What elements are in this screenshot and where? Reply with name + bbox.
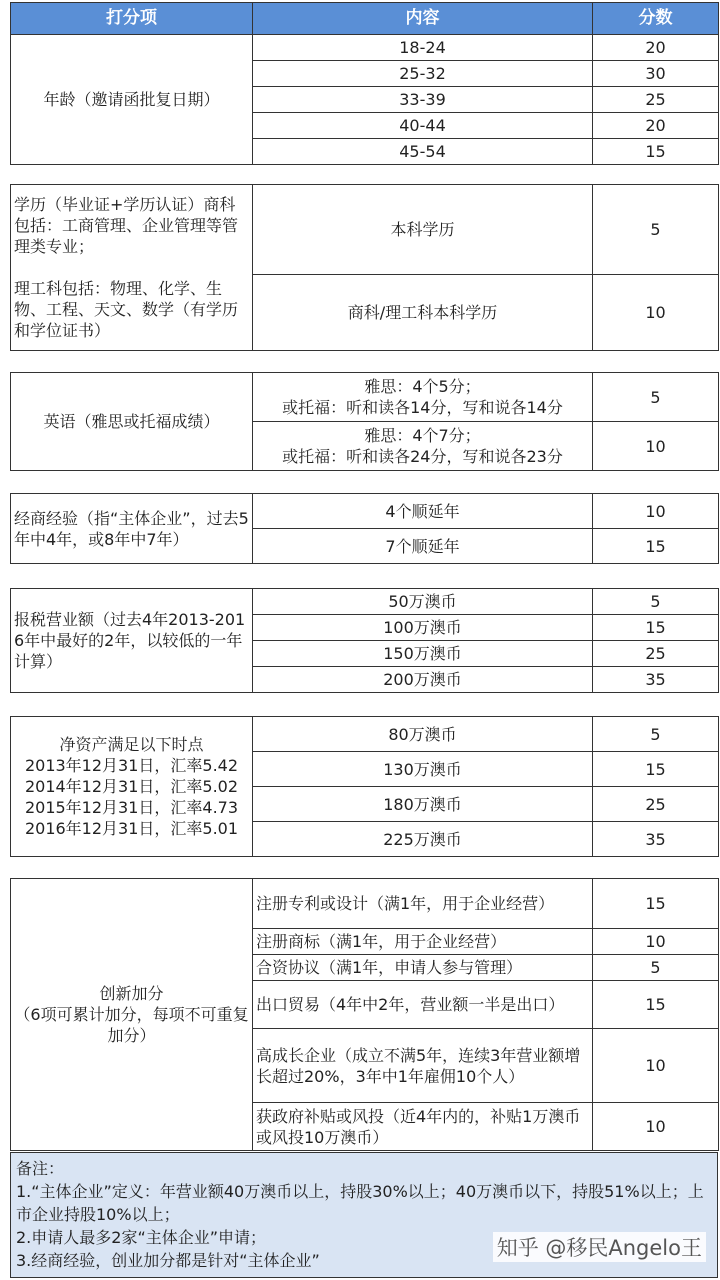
score-cell: 20	[593, 35, 719, 61]
business-label: 经商经验（指“主体企业”，过去5年中4年，或8年中7年）	[11, 494, 253, 564]
content-cell: 100万澳币	[253, 615, 593, 641]
score-cell: 35	[593, 822, 719, 857]
innovation-label: 创新加分 （6项可累计加分，每项不可重复加分）	[11, 879, 253, 1151]
score-cell: 30	[593, 61, 719, 87]
turnover-label: 报税营业额（过去4年2013-2016年中最好的2年，以较低的一年计算）	[11, 589, 253, 693]
score-cell: 15	[593, 615, 719, 641]
watermark: 知乎 @移民Angelo王	[493, 1232, 706, 1262]
score-cell: 15	[593, 879, 719, 929]
assets-label: 净资产满足以下时点 2013年12月31日，汇率5.42 2014年12月31日，汇率5.02 2015年12月31日，汇率4.73 2016年12月31日，汇率5.01	[11, 717, 253, 857]
table-header	[11, 3, 719, 35]
content-cell: 本科学历	[253, 185, 593, 275]
table-row	[11, 373, 719, 422]
content-cell: 合资协议（满1年，申请人参与管理）	[253, 955, 593, 981]
table-innovation	[10, 878, 719, 1151]
age-label: 年龄（邀请函批复日期）	[11, 35, 253, 165]
content-cell: 40-44	[253, 113, 593, 139]
score-cell: 15	[593, 139, 719, 165]
score-cell: 5	[593, 589, 719, 615]
score-cell: 10	[593, 929, 719, 955]
table-row	[11, 35, 719, 61]
table-education	[10, 184, 719, 351]
table-row	[11, 717, 719, 752]
header-content: 内容	[253, 3, 593, 35]
content-cell: 高成长企业（成立不满5年，连续3年营业额增长超过20%，3年中1年雇佣10个人）	[253, 1029, 593, 1103]
table-english	[10, 372, 719, 471]
table-row	[11, 589, 719, 615]
table-business	[10, 493, 719, 564]
score-cell: 35	[593, 667, 719, 693]
score-cell: 25	[593, 641, 719, 667]
score-cell: 20	[593, 113, 719, 139]
content-cell: 25-32	[253, 61, 593, 87]
table-row	[11, 185, 719, 275]
table-row	[11, 494, 719, 529]
english-label: 英语（雅思或托福成绩）	[11, 373, 253, 471]
content-cell: 80万澳币	[253, 717, 593, 752]
content-cell: 出口贸易（4年中2年，营业额一半是出口）	[253, 981, 593, 1029]
content-cell: 注册商标（满1年，用于企业经营）	[253, 929, 593, 955]
content-cell: 130万澳币	[253, 752, 593, 787]
header-score: 分数	[593, 3, 719, 35]
table-row	[11, 879, 719, 929]
content-cell: 45-54	[253, 139, 593, 165]
score-cell: 15	[593, 529, 719, 564]
content-cell: 50万澳币	[253, 589, 593, 615]
score-cell: 5	[593, 717, 719, 752]
content-cell: 225万澳币	[253, 822, 593, 857]
content-cell: 7个顺延年	[253, 529, 593, 564]
content-cell: 4个顺延年	[253, 494, 593, 529]
score-cell: 5	[593, 955, 719, 981]
note-item: 2.申请人最多2家“主体企业”申请；	[16, 1228, 267, 1247]
score-cell: 5	[593, 185, 719, 275]
table-assets	[10, 716, 719, 857]
content-cell: 150万澳币	[253, 641, 593, 667]
content-cell: 商科/理工科本科学历	[253, 275, 593, 351]
note-item: 3.经商经验，创业加分都是针对“主体企业”	[16, 1251, 320, 1270]
score-cell: 15	[593, 752, 719, 787]
score-cell: 10	[593, 494, 719, 529]
score-cell: 15	[593, 981, 719, 1029]
score-cell: 5	[593, 373, 719, 422]
content-cell: 雅思：4个7分； 或托福：听和读各24分，写和说各23分	[253, 422, 593, 471]
content-cell: 33-39	[253, 87, 593, 113]
content-cell: 200万澳币	[253, 667, 593, 693]
content-cell: 获政府补贴或风投（近4年内的，补贴1万澳币或风投10万澳币）	[253, 1103, 593, 1151]
score-cell: 10	[593, 1103, 719, 1151]
score-cell: 25	[593, 87, 719, 113]
education-label: 学历（毕业证+学历认证）商科包括：工商管理、企业管理等管理类专业； 理工科包括：物理、化学、生物、工程、天文、数学（有学历和学位证书）	[11, 185, 253, 351]
content-cell: 180万澳币	[253, 787, 593, 822]
table-age	[10, 2, 719, 165]
score-cell: 10	[593, 422, 719, 471]
content-cell: 18-24	[253, 35, 593, 61]
notes-title: 备注：	[16, 1159, 65, 1178]
content-cell: 雅思：4个5分； 或托福：听和读各14分，写和说各14分	[253, 373, 593, 422]
table-turnover	[10, 588, 719, 693]
header-item: 打分项	[11, 3, 253, 35]
content-cell: 注册专利或设计（满1年，用于企业经营）	[253, 879, 593, 929]
note-item: 1.“主体企业”定义：年营业额40万澳币以上，持股30%以上；40万澳币以下，持股51%以上；上市企业持股10%以上；	[16, 1182, 704, 1224]
score-cell: 10	[593, 275, 719, 351]
score-cell: 25	[593, 787, 719, 822]
score-cell: 10	[593, 1029, 719, 1103]
